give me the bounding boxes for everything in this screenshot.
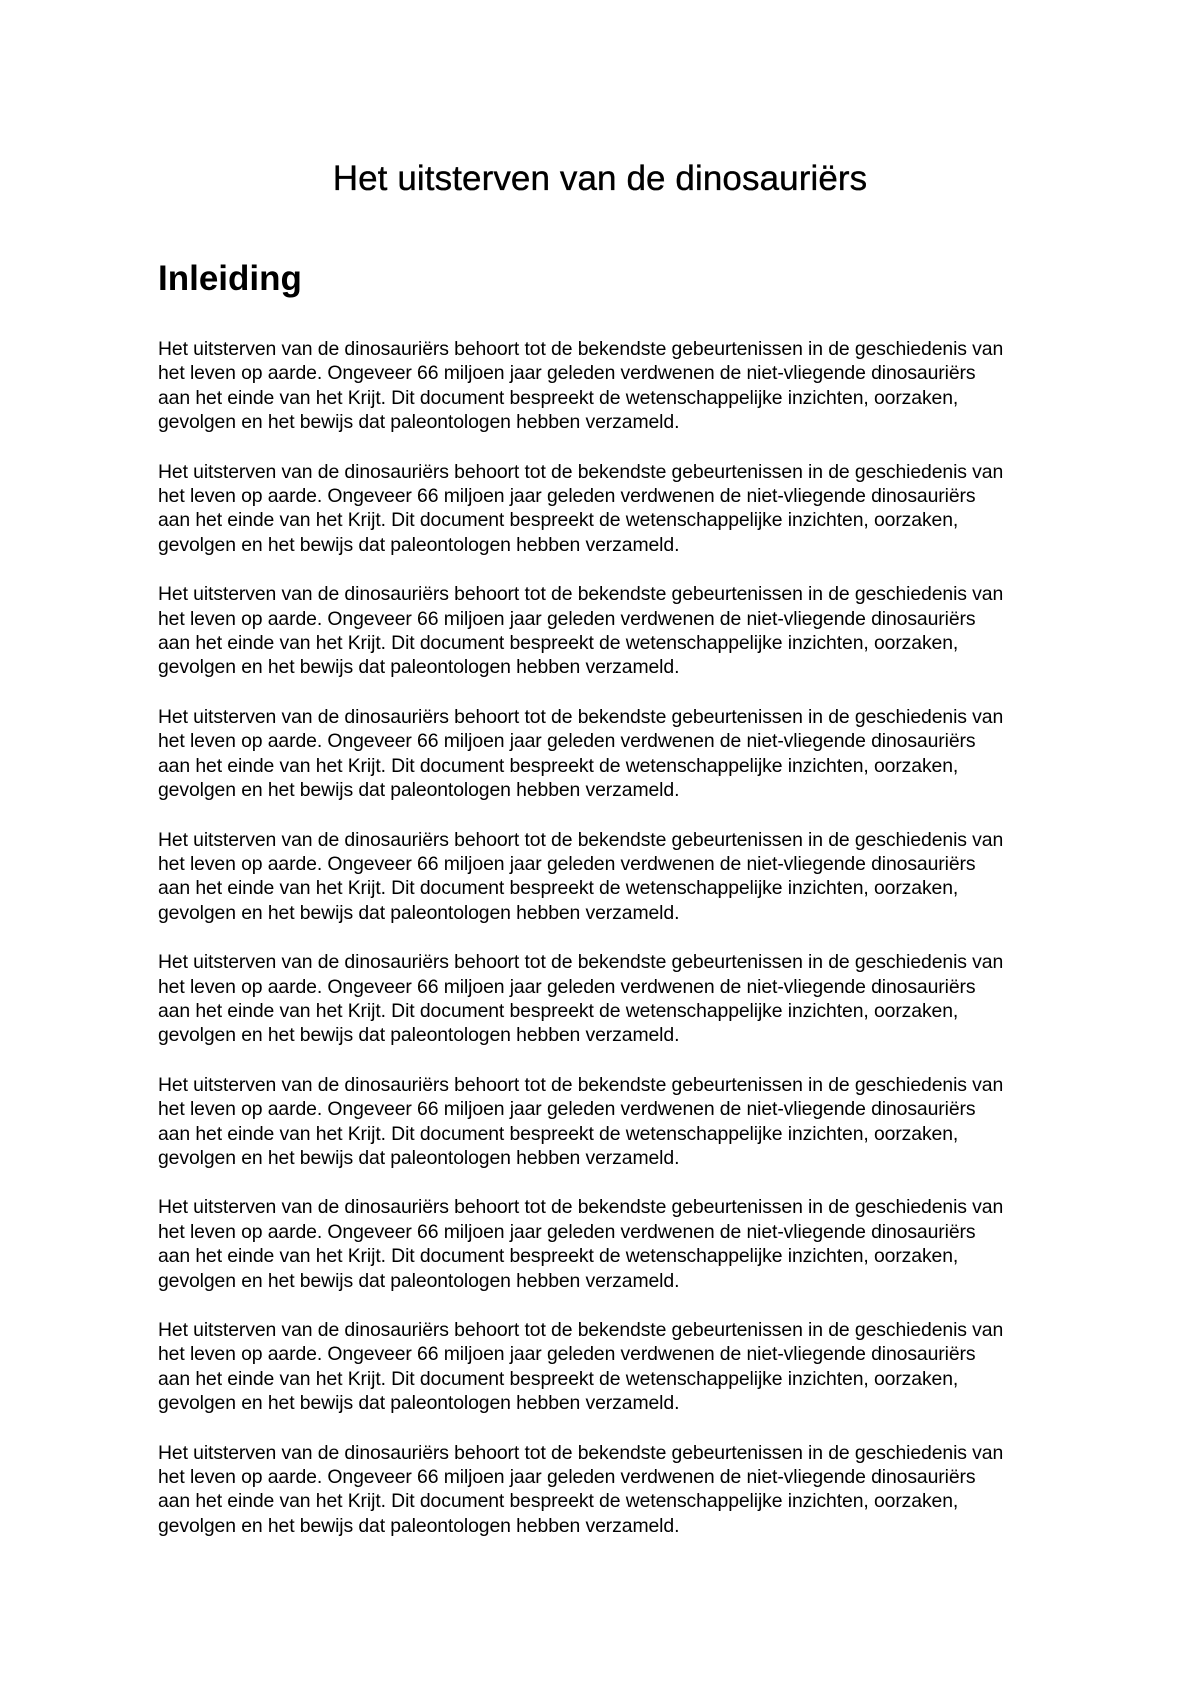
paragraph-line: aan het einde van het Krijt. Dit document bespreekt de wetenschappelijke inzichten, oorzaken, bbox=[158, 509, 959, 532]
paragraph bbox=[158, 582, 1058, 680]
paragraph-line: gevolgen en het bewijs dat paleontologen hebben verzameld. bbox=[158, 1392, 680, 1415]
document-title: Het uitsterven van de dinosauriërs bbox=[332, 159, 868, 198]
paragraph-line: het leven op aarde. Ongeveer 66 miljoen jaar geleden verdwenen de niet-vliegende dinosauriërs bbox=[158, 362, 976, 385]
paragraph bbox=[158, 705, 1058, 803]
paragraph-line: Het uitsterven van de dinosauriërs behoort tot de bekendste gebeurtenissen in de geschiedenis van bbox=[158, 1319, 1004, 1341]
paragraph-line: het leven op aarde. Ongeveer 66 miljoen jaar geleden verdwenen de niet-vliegende dinosauriërs bbox=[158, 1343, 976, 1366]
paragraph-line: Het uitsterven van de dinosauriërs behoort tot de bekendste gebeurtenissen in de geschiedenis van bbox=[158, 338, 1004, 360]
paragraph-line: gevolgen en het bewijs dat paleontologen hebben verzameld. bbox=[158, 779, 680, 802]
paragraph-line: Het uitsterven van de dinosauriërs behoort tot de bekendste gebeurtenissen in de geschiedenis van bbox=[158, 1441, 1004, 1464]
paragraph-line: aan het einde van het Krijt. Dit document bespreekt de wetenschappelijke inzichten, oorzaken, bbox=[158, 386, 959, 409]
paragraph-line: gevolgen en het bewijs dat paleontologen hebben verzameld. bbox=[158, 656, 680, 679]
paragraph-line: aan het einde van het Krijt. Dit document bespreekt de wetenschappelijke inzichten, oorzaken, bbox=[158, 1122, 959, 1145]
paragraph-line: gevolgen en het bewijs dat paleontologen hebben verzameld. bbox=[158, 1269, 680, 1292]
paragraph-line: aan het einde van het Krijt. Dit document bespreekt de wetenschappelijke inzichten, oorzaken, bbox=[158, 632, 959, 655]
paragraph bbox=[158, 950, 1058, 1048]
paragraph-line: aan het einde van het Krijt. Dit document bespreekt de wetenschappelijke inzichten, oorzaken, bbox=[158, 1490, 959, 1513]
paragraph-line: het leven op aarde. Ongeveer 66 miljoen jaar geleden verdwenen de niet-vliegende dinosauriërs bbox=[158, 730, 976, 753]
paragraph bbox=[158, 337, 1058, 435]
section-body bbox=[158, 337, 1058, 1563]
paragraph-line: het leven op aarde. Ongeveer 66 miljoen jaar geleden verdwenen de niet-vliegende dinosauriërs bbox=[158, 1220, 976, 1243]
paragraph-line: aan het einde van het Krijt. Dit document bespreekt de wetenschappelijke inzichten, oorzaken, bbox=[158, 1245, 959, 1268]
section-heading: Inleiding bbox=[158, 259, 302, 298]
paragraph-line: gevolgen en het bewijs dat paleontologen hebben verzameld. bbox=[158, 411, 680, 434]
paragraph-line: Het uitsterven van de dinosauriërs behoort tot de bekendste gebeurtenissen in de geschiedenis van bbox=[158, 951, 1004, 974]
paragraph-line: gevolgen en het bewijs dat paleontologen hebben verzameld. bbox=[158, 1514, 680, 1537]
paragraph-line: het leven op aarde. Ongeveer 66 miljoen jaar geleden verdwenen de niet-vliegende dinosauriërs bbox=[158, 607, 976, 630]
paragraph-line: Het uitsterven van de dinosauriërs behoort tot de bekendste gebeurtenissen in de geschiedenis van bbox=[158, 1196, 1004, 1219]
paragraph bbox=[158, 1073, 1058, 1171]
paragraph-line: Het uitsterven van de dinosauriërs behoort tot de bekendste gebeurtenissen in de geschiedenis van bbox=[158, 1073, 1004, 1096]
paragraph bbox=[158, 828, 1058, 926]
paragraph-line: het leven op aarde. Ongeveer 66 miljoen jaar geleden verdwenen de niet-vliegende dinosauriërs bbox=[158, 975, 976, 998]
paragraph-line: gevolgen en het bewijs dat paleontologen hebben verzameld. bbox=[158, 1024, 680, 1047]
paragraph-line: het leven op aarde. Ongeveer 66 miljoen jaar geleden verdwenen de niet-vliegende dinosauriërs bbox=[158, 1466, 976, 1489]
paragraph-line: aan het einde van het Krijt. Dit document bespreekt de wetenschappelijke inzichten, oorzaken, bbox=[158, 754, 959, 777]
paragraph bbox=[158, 460, 1058, 558]
paragraph-line: Het uitsterven van de dinosauriërs behoort tot de bekendste gebeurtenissen in de geschiedenis van bbox=[158, 583, 1004, 606]
paragraph bbox=[158, 1441, 1058, 1539]
paragraph-line: Het uitsterven van de dinosauriërs behoort tot de bekendste gebeurtenissen in de geschiedenis van bbox=[158, 460, 1004, 483]
paragraph-line: gevolgen en het bewijs dat paleontologen hebben verzameld. bbox=[158, 901, 680, 924]
paragraph-line: Het uitsterven van de dinosauriërs behoort tot de bekendste gebeurtenissen in de geschiedenis van bbox=[158, 828, 1004, 851]
paragraph-line: het leven op aarde. Ongeveer 66 miljoen jaar geleden verdwenen de niet-vliegende dinosauriërs bbox=[158, 852, 976, 875]
paragraph bbox=[158, 1318, 1058, 1416]
paragraph-line: het leven op aarde. Ongeveer 66 miljoen jaar geleden verdwenen de niet-vliegende dinosauriërs bbox=[158, 1098, 976, 1121]
paragraph-line: gevolgen en het bewijs dat paleontologen hebben verzameld. bbox=[158, 1146, 680, 1169]
paragraph-line: aan het einde van het Krijt. Dit document bespreekt de wetenschappelijke inzichten, oorzaken, bbox=[158, 877, 959, 900]
paragraph bbox=[158, 1195, 1058, 1293]
paragraph-line: gevolgen en het bewijs dat paleontologen hebben verzameld. bbox=[158, 533, 680, 556]
paragraph-line: aan het einde van het Krijt. Dit document bespreekt de wetenschappelijke inzichten, oorzaken, bbox=[158, 1367, 959, 1390]
paragraph-line: het leven op aarde. Ongeveer 66 miljoen jaar geleden verdwenen de niet-vliegende dinosauriërs bbox=[158, 485, 976, 508]
paragraph-line: aan het einde van het Krijt. Dit document bespreekt de wetenschappelijke inzichten, oorzaken, bbox=[158, 999, 959, 1022]
paragraph-line: Het uitsterven van de dinosauriërs behoort tot de bekendste gebeurtenissen in de geschiedenis van bbox=[158, 705, 1004, 728]
